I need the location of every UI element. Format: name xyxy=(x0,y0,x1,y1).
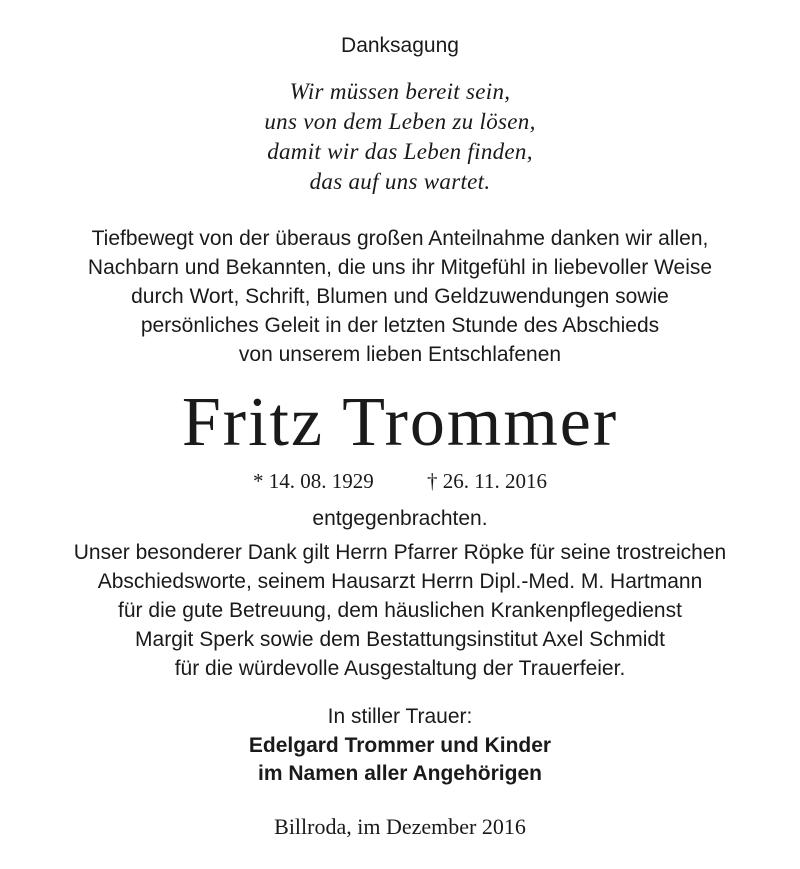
mourning-intro: In stiller Trauer: xyxy=(327,705,473,728)
intro-line: Nachbarn und Bekannten, die uns ihr Mitgefühl in liebevoller Weise xyxy=(87,256,713,279)
verse-line: uns von dem Leben zu lösen, xyxy=(264,109,536,134)
birth-date: * 14. 08. 1929 xyxy=(253,469,374,493)
intro-line: Tiefbewegt von der überaus großen Anteilnahme danken wir allen, xyxy=(91,227,709,250)
after-name-text: entgegenbrachten. xyxy=(312,507,488,530)
place-date: Billroda, im Dezember 2016 xyxy=(274,814,526,839)
intro-line: durch Wort, Schrift, Blumen und Geldzuwendungen sowie xyxy=(131,285,669,308)
thanks-line: Margit Sperk sowie dem Bestattungsinstitut Axel Schmidt xyxy=(135,628,665,651)
life-dates xyxy=(0,469,800,494)
heading: Danksagung xyxy=(341,34,459,57)
deceased-name: Fritz Trommer xyxy=(181,384,619,461)
thanks-line: für die gute Betreuung, dem häuslichen Krankenpflegedienst xyxy=(118,599,682,622)
intro-line: von unserem lieben Entschlafenen xyxy=(238,343,562,366)
verse-line: damit wir das Leben finden, xyxy=(267,139,533,164)
verse-line: Wir müssen bereit sein, xyxy=(289,79,511,104)
thanks-line: für die würdevolle Ausgestaltung der Trauerfeier. xyxy=(174,657,626,680)
death-date: † 26. 11. 2016 xyxy=(427,469,547,493)
thanks-line: Unser besonderer Dank gilt Herrn Pfarrer Röpke für seine trostreichen xyxy=(73,541,727,564)
thanks-line: Abschiedsworte, seinem Hausarzt Herrn Dipl.-Med. M. Hartmann xyxy=(97,570,703,593)
intro-line: persönliches Geleit in der letzten Stunde des Abschieds xyxy=(140,314,660,337)
mourner-line: Edelgard Trommer und Kinder xyxy=(248,734,552,757)
verse-line: das auf uns wartet. xyxy=(309,169,491,194)
mourner-line: im Namen aller Angehörigen xyxy=(258,762,542,785)
